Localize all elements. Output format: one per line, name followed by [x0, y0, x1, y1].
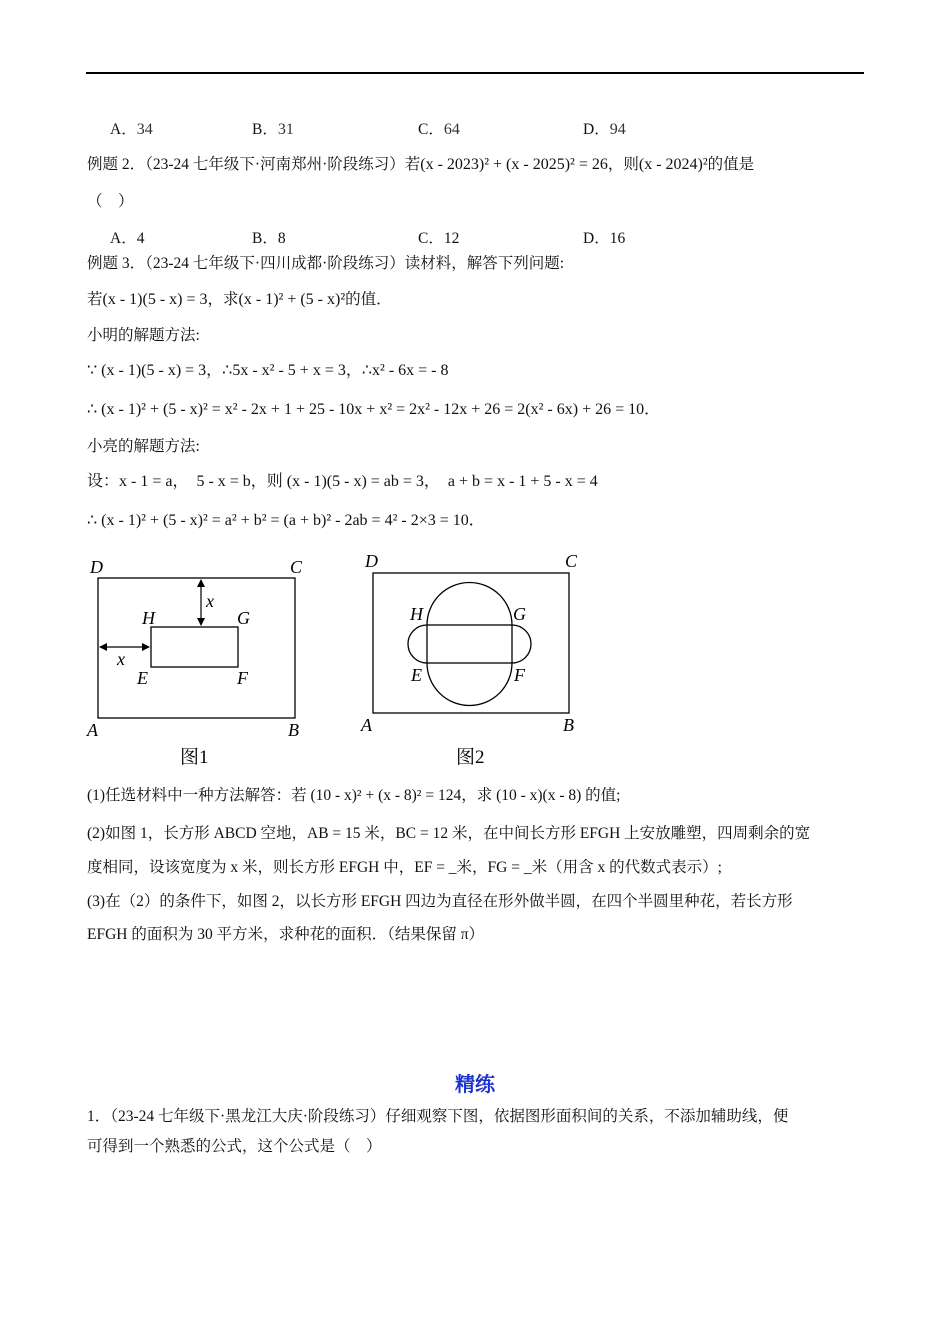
example-3-intro: 例题 3．（23-24 七年级下·四川成都·阶段练习）读材料，解答下列问题: [87, 255, 565, 272]
label-f: F [514, 665, 525, 685]
figure-1-caption: 图1 [180, 747, 209, 768]
answer-paren: （ ） [87, 193, 134, 210]
label-a: A [87, 720, 98, 740]
figure-2 [355, 545, 595, 772]
semicircle-right [512, 625, 531, 663]
label-h: H [410, 604, 423, 624]
label-e: E [411, 665, 422, 685]
option-a[interactable]: A．34 [110, 121, 153, 138]
xiaoliang-step-2: ∴ (x - 1)² + (5 - x)² = a² + b² = (a + b)² - 2ab = 4² - 2×3 = 10． [87, 512, 485, 529]
label-g: G [237, 608, 250, 628]
question-2-line-1: (2)如图 1，长方形 ABCD 空地，AB = 15 米，BC = 12 米，在中间长方形 EFGH 上安放雕塑，四周剩余的宽 [87, 825, 811, 842]
question-3-line-2: EFGH 的面积为 30 平方米，求种花的面积．（结果保留 π） [87, 926, 485, 943]
rect-efgh [427, 625, 512, 663]
ex2-option-d[interactable]: D．16 [583, 230, 626, 247]
xiaoming-step-2: ∴ (x - 1)² + (5 - x)² = x² - 2x + 1 + 25 - 10x + x² = 2x² - 12x + 26 = 2(x² - 6x) + 26 = 10． [87, 401, 661, 418]
example-3-condition: 若(x - 1)(5 - x) = 3，求(x - 1)² + (5 - x)²的值． [87, 291, 392, 308]
rect-abcd [98, 578, 295, 718]
header-rule [86, 72, 864, 74]
label-e: E [137, 668, 148, 688]
option-c[interactable]: C．64 [418, 121, 460, 138]
figure-1 [80, 550, 320, 772]
rect-efgh [151, 627, 238, 667]
label-h: H [142, 608, 155, 628]
semicircle-top [427, 583, 512, 626]
semicircle-bottom [427, 663, 512, 706]
practice-1-line-2: 可得到一个熟悉的公式，这个公式是（ ） [87, 1138, 382, 1155]
question-2-line-2: 度相同，设该宽度为 x 米，则长方形 EFGH 中，EF = _米，FG = _米（用含 x 的代数式表示）; [87, 859, 722, 876]
xiaoliang-method-label: 小亮的解题方法: [87, 438, 200, 455]
label-d: D [90, 557, 103, 577]
rect-abcd [373, 573, 569, 713]
label-b: B [288, 720, 299, 740]
ex2-option-c[interactable]: C．12 [418, 230, 460, 247]
label-d: D [365, 551, 378, 571]
xiaoming-method-label: 小明的解题方法: [87, 327, 200, 344]
label-x-left: x [117, 649, 125, 669]
section-heading-practice: 精练 [455, 1072, 495, 1096]
label-f: F [237, 668, 248, 688]
label-c: C [290, 557, 303, 577]
question-1: (1)任选材料中一种方法解答：若 (10 - x)² + (x - 8)² = 124，求 (10 - x)(x - 8) 的值; [87, 787, 621, 804]
practice-1-line-1: 1．（23-24 七年级下·黑龙江大庆·阶段练习）仔细观察下图，依据图形面积间的关系，不添加辅助线，便 [87, 1108, 789, 1125]
label-b: B [563, 715, 574, 735]
option-d[interactable]: D．94 [583, 121, 626, 138]
xiaoliang-step-1: 设：x - 1 = a， 5 - x = b，则 (x - 1)(5 - x) = ab = 3， a + b = x - 1 + 5 - x = 4 [87, 473, 598, 490]
label-x-top: x [206, 591, 214, 611]
xiaoming-step-1: ∵ (x - 1)(5 - x) = 3，∴5x - x² - 5 + x = 3，∴x² - 6x = - 8 [87, 362, 449, 379]
label-c: C [565, 551, 578, 571]
example-2-stem: 例题 2．（23-24 七年级下·河南郑州·阶段练习）若(x - 2023)² + (x - 2025)² = 26，则(x - 2024)²的值是 [87, 156, 755, 173]
ex2-option-a[interactable]: A．4 [110, 230, 145, 247]
ex2-option-b[interactable]: B．8 [252, 230, 286, 247]
option-b[interactable]: B．31 [252, 121, 294, 138]
label-a: A [361, 715, 372, 735]
label-g: G [513, 604, 526, 624]
semicircle-left [408, 625, 427, 663]
question-3-line-1: (3)在（2）的条件下，如图 2，以长方形 EFGH 四边为直径在形外做半圆，在四个半圆里种花，若长方形 [87, 893, 793, 910]
figure-2-caption: 图2 [456, 747, 485, 768]
